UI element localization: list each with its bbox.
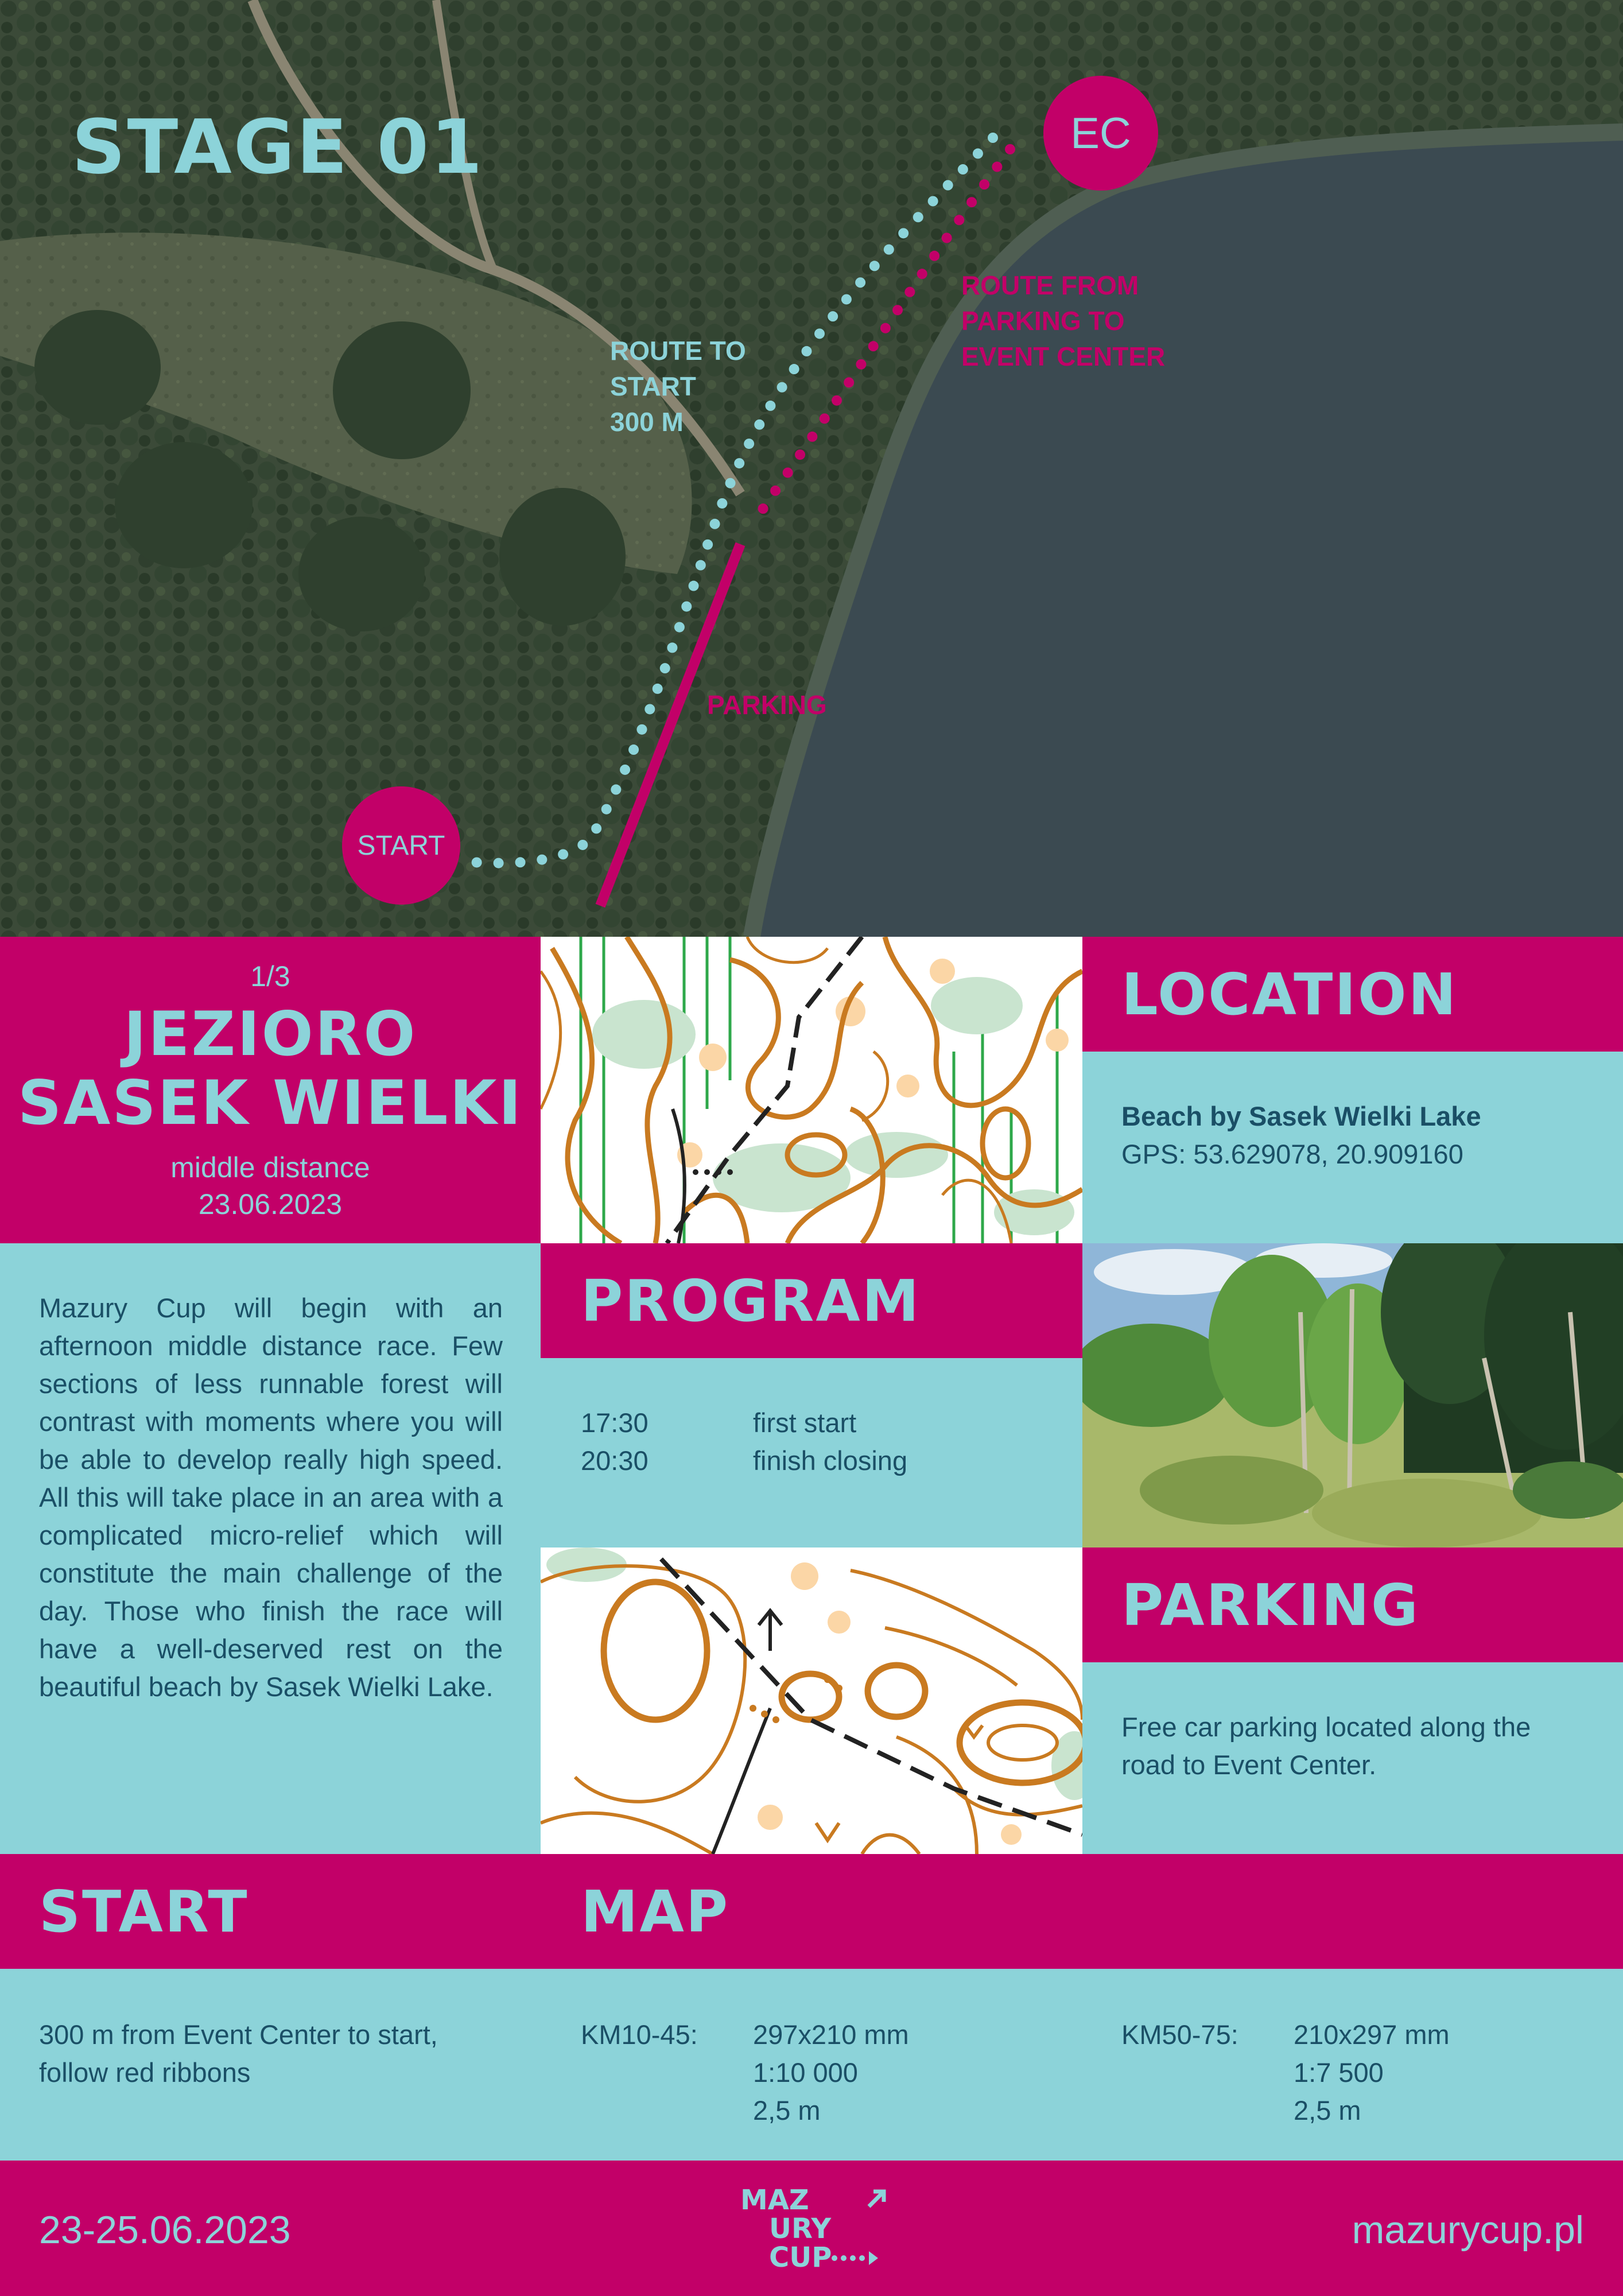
route-from-parking-line1: ROUTE FROM (961, 270, 1139, 300)
event-name (0, 1000, 541, 1138)
event-name-line1: JEZIORO (123, 999, 417, 1069)
route-to-start-line1: ROUTE TO (610, 336, 746, 366)
route-to-start-line3: 300 M (610, 407, 684, 437)
event-title-card (0, 937, 541, 1243)
route-to-start-label (610, 333, 746, 440)
location-body (1082, 1052, 1623, 1243)
stage-fraction: 1/3 (250, 960, 290, 992)
logo-arrow-icon (865, 2187, 888, 2210)
program-item (581, 1442, 1042, 1480)
website-link[interactable]: mazurycup.pl (1352, 2208, 1584, 2252)
logo-line1: MAZ (740, 2184, 809, 2216)
map-heading: MAP (581, 1878, 730, 1945)
start-heading: START (39, 1878, 249, 1945)
parking-heading: PARKING (1121, 1572, 1420, 1639)
map-category-label: KM50-75: (1121, 2019, 1238, 2050)
event-center-marker: EC (1043, 76, 1158, 191)
description-text: Mazury Cup will begin with an afternoon middle distance race. Few sections of less runnable forest will contrast with moments where you will be able to develop really high speed. All this will take place in an area with a complicated micro-relief which will constitute the main challenge of the day. Those who finish the race will have a well-deserved rest on the beautiful beach by Sasek Wielki Lake. (39, 1293, 503, 1702)
map-category-specs (753, 2016, 909, 2161)
map-contour: 2,5 m (1294, 2095, 1361, 2126)
logo-dotted-arrow-icon (831, 2247, 883, 2270)
parking-text-line1: Free car parking located along the (1121, 1712, 1531, 1742)
start-header (0, 1854, 541, 1969)
start-body (0, 1969, 541, 2161)
program-item (581, 1404, 1042, 1442)
program-body (541, 1358, 1082, 1548)
mazury-cup-logo (740, 2186, 895, 2278)
program-heading: PROGRAM (581, 1267, 921, 1335)
map-contour: 2,5 m (753, 2095, 821, 2126)
location-gps: GPS: 53.629078, 20.909160 (1121, 1139, 1463, 1169)
program-time: 17:30 (581, 1407, 649, 1438)
parking-label: PARKING (707, 690, 827, 720)
start-text-line2: follow red ribbons (39, 2057, 251, 2088)
location-place: Beach by Sasek Wielki Lake (1121, 1101, 1481, 1131)
route-from-parking-line3: EVENT CENTER (961, 342, 1166, 371)
forest-photo (1082, 1243, 1623, 1548)
map-category-2 (1082, 1969, 1623, 2161)
logo-line2: URY (769, 2213, 832, 2245)
map-size: 297x210 mm (753, 2019, 909, 2050)
map-header (541, 1854, 1623, 1969)
program-label: first start (753, 1407, 857, 1438)
parking-text-line2: road to Event Center. (1121, 1750, 1377, 1780)
program-time: 20:30 (581, 1445, 649, 1476)
map-category-specs (1294, 2016, 1450, 2161)
aerial-map (0, 0, 1623, 937)
route-from-parking-label (961, 267, 1165, 374)
orienteering-map-excerpt-1 (541, 937, 1082, 1243)
map-scale: 1:10 000 (753, 2057, 858, 2088)
orienteering-map-excerpt-2 (541, 1548, 1082, 1854)
program-header (541, 1243, 1082, 1358)
orienteering-map-1 (541, 937, 1082, 1243)
parking-header (1082, 1548, 1623, 1662)
footer-dates: 23-25.06.2023 (39, 2208, 291, 2252)
orienteering-map-2 (541, 1548, 1082, 1854)
forest-photo-image (1082, 1243, 1623, 1548)
map-category-1 (541, 1969, 1082, 2161)
start-marker: START (342, 786, 460, 905)
location-heading: LOCATION (1121, 961, 1458, 1028)
footer (0, 2161, 1623, 2296)
map-size: 210x297 mm (1294, 2019, 1450, 2050)
route-from-parking-line2: PARKING TO (961, 306, 1125, 336)
route-to-start-line2: START (610, 371, 696, 401)
event-name-line2: SASEK WIELKI (17, 1068, 523, 1138)
map-scale: 1:7 500 (1294, 2057, 1384, 2088)
event-details (0, 1149, 541, 1223)
race-description (0, 1243, 541, 1854)
event-type: middle distance (170, 1151, 370, 1184)
start-text-line1: 300 m from Event Center to start, (39, 2019, 438, 2050)
parking-body (1082, 1662, 1623, 1854)
logo-line3: CUP (769, 2241, 832, 2274)
map-category-label: KM10-45: (581, 2019, 698, 2050)
location-header (1082, 937, 1623, 1052)
event-date: 23.06.2023 (198, 1188, 343, 1220)
program-label: finish closing (753, 1445, 908, 1476)
stage-title: STAGE 01 (72, 103, 484, 191)
